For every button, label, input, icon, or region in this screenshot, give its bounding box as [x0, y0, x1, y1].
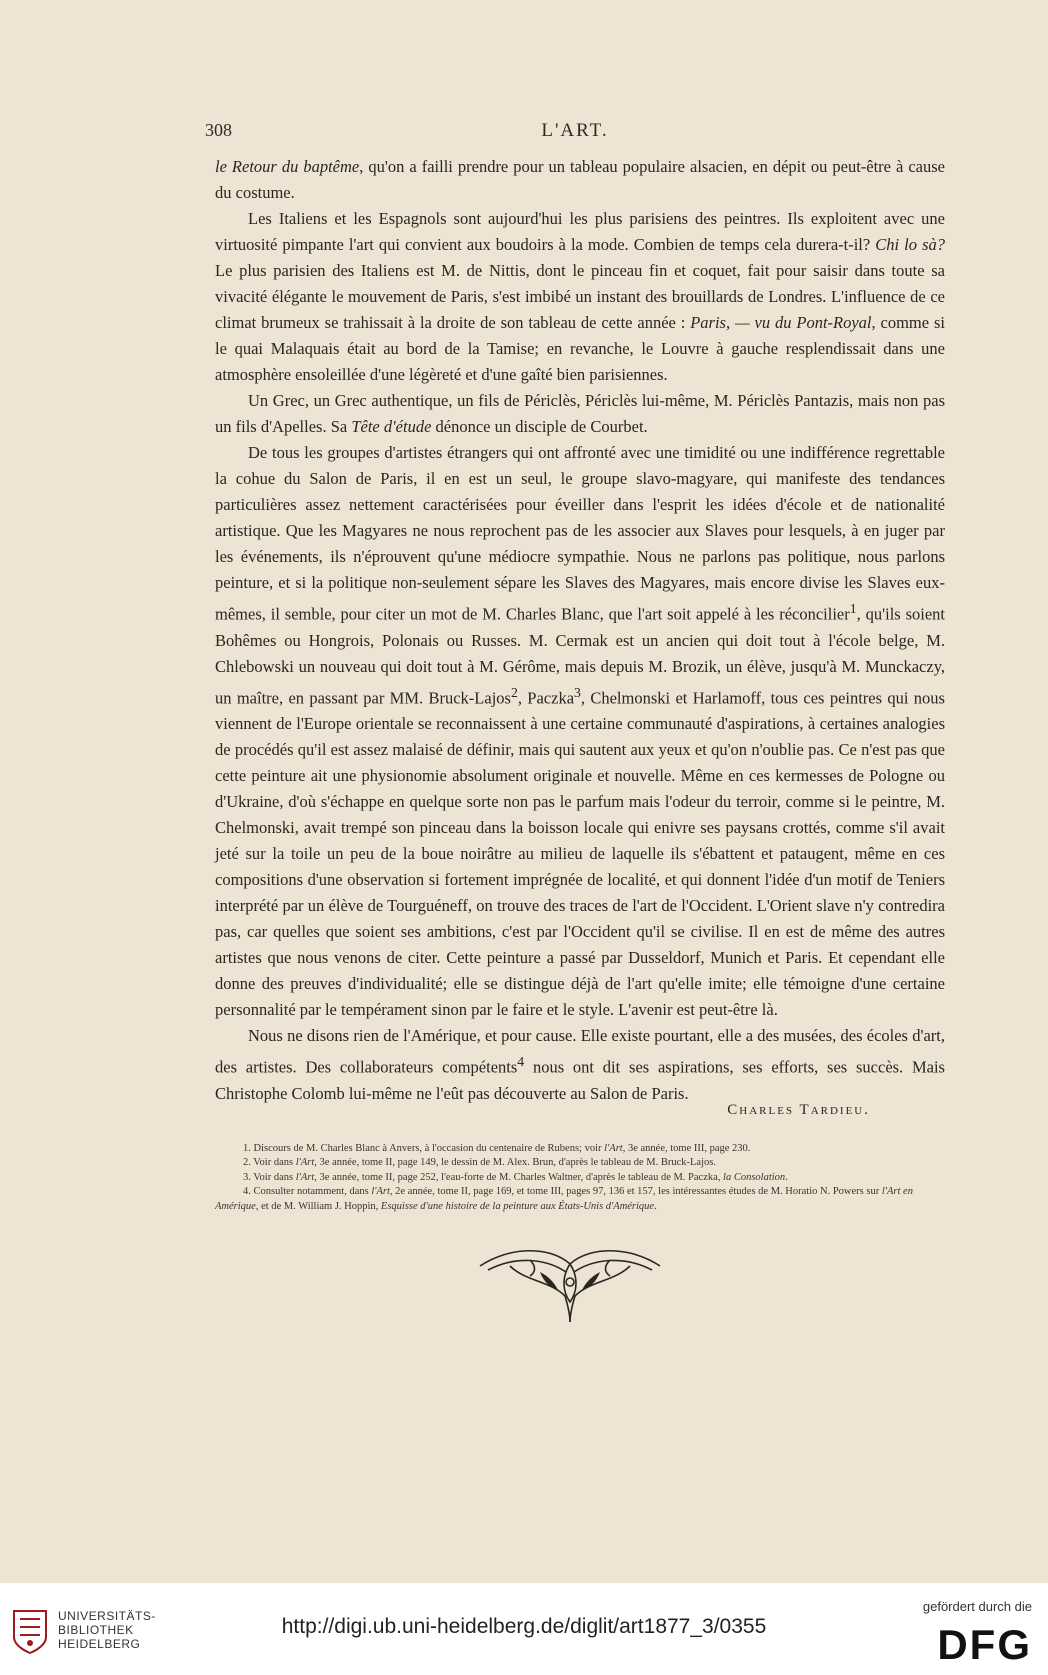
italic-phrase: l'Art — [295, 1157, 315, 1169]
text: , Paczka — [517, 688, 575, 707]
article-body — [215, 154, 945, 1107]
page-header — [205, 120, 945, 142]
paragraph — [215, 206, 945, 388]
paragraph — [215, 1023, 945, 1107]
institution-line: UNIVERSITÄTS- — [58, 1609, 156, 1623]
footnote-ref: 3 — [574, 684, 581, 700]
text: Un Grec, un Grec authentique, un fils de Périclès, Périclès lui-même, M. Périclès Pantazis, mais non pas un fils d'Apelles. Sa — [215, 391, 945, 436]
footnote-ref: 4 — [517, 1054, 525, 1069]
italic-phrase: l'Art — [371, 1186, 390, 1198]
footnote — [215, 1156, 945, 1170]
text: , qu'on a failli prendre pour un tableau populaire alsacien, en dépit ou peut-être à cause du costume. — [215, 157, 945, 202]
text: 3. Voir dans — [243, 1171, 296, 1183]
author-signature: Charles Tardieu. — [727, 1102, 870, 1118]
italic-phrase: l'Art — [604, 1143, 623, 1154]
italic-phrase: l'Art — [295, 1171, 315, 1183]
text: , Chelmonski et Harlamoff, tous ces peintres qui nous viennent de l'Europe orientale se reconnaissent à une certaine communauté d'aspirations, à certaines analogies de procédés qu'il est assez malaisé de définir, mais qui sautent aux yeux et qu'on n'oublie pas. Ce n'est pas que cette peinture ait une physionomie absolument originale et nouvelle. Même en ces kermesses de Pologne ou d'Ukraine, d'où s'échappe en quelque sorte non pas le parfum mais l'odeur du terroir, comme si le peintre, M. Chelmonski, avait trempé son pinceau dans la boisson locale qui enivre ses paysans crottés, comme s'il avait jeté sur la toile un peu de la boue noirâtre au milieu de laquelle ils s'ébattent et pataugent, même en ces compositions d'une observation si fortement imprégnée de localité, et qui donnent l'idée d'un motif de Teniers interprété par un élève de Tourguéneff, on trouve des traces de l'art de l'Occident. L'Orient slave n'y contredira pas, car quelles que soient ses ambitions, c'est par l'Occident qu'il se civilise. Il en est de même des autres artistes que nous venons de citer. Cette peinture a passé par Dusseldorf, Munich et Paris. Et cependant elle donne des preuves d'individualité; elle se distingue déjà de l'art qu'elle imite; elle témoigne d'une certaine personnalité par le tempérament sinon par le faire et le style. L'avenir est peut-être là. — [215, 688, 945, 1019]
text: . — [654, 1200, 657, 1212]
paragraph — [215, 440, 945, 1023]
page-number: 308 — [205, 120, 232, 140]
footnote — [215, 1185, 945, 1214]
italic-phrase: l'Art en Amérique — [215, 1186, 913, 1212]
text: 4. Consulter notamment, dans — [243, 1186, 372, 1198]
text: , et de M. William J. Hoppin, — [255, 1200, 381, 1212]
text: , 2e année, tome II, page 169, et tome III, pages 97, 136 et 157, les intéressantes études de M. Horatio N. Powers sur — [389, 1186, 882, 1198]
paragraph — [215, 154, 945, 206]
text: , qu'ils soient Bohêmes ou Hongrois, Polonais ou Russes. M. Cermak est un ancien qui doit tout à l'école belge, M. Chlebowski un nouveau qui doit tout à M. Gérôme, mais depuis M. Brozik, un élève, jusqu'à M. Munckaczy, un maître, en passant par MM. Bruck-Lajos — [215, 604, 945, 707]
institution-line: HEIDELBERG — [58, 1637, 141, 1651]
decorative-ornament-icon — [470, 1236, 670, 1326]
italic-phrase: Chi lo sà? — [875, 235, 945, 254]
text: De tous les groupes d'artistes étrangers qui ont affronté avec une timidité ou une indifférence regrettable la cohue du Salon de Paris, il en est un seul, le groupe slavo-magyare, qui manifeste des tendances particulières assez nettement caractérisées pour éveiller dans l'esprit les idées d'école et de nationalité artistique. Que les Magyares ne nous reprochent pas de les associer aux Slaves pour lesquels, à en juger par les événements, ils n'éprouvent qu'une médiocre sympathie. Nous ne parlons pas politique, nous parlons peinture, et si la politique non-seulement sépare les Slaves des Magyares, mais encore divise les Slaves eux-mêmes, il semble, pour citer un mot de M. Charles Blanc, que l'art soit appelé à les réconcilier — [215, 443, 945, 624]
text: , 3e année, tome III, page 230. — [622, 1143, 751, 1154]
source-url: http://digi.ub.uni-heidelberg.de/diglit/art1877_3/0355 — [281, 1615, 767, 1638]
institution-line: BIBLIOTHEK — [58, 1623, 134, 1637]
funded-by-label: gefördert durch die — [922, 1599, 1032, 1614]
text: , 3e année, tome II, page 149, le dessin de M. Alex. Brun, d'après le tableau de M. Bruck-Lajos. — [314, 1157, 716, 1169]
footnote — [215, 1171, 945, 1185]
text: dénonce un disciple de Courbet. — [431, 417, 648, 436]
text: nous ont dit ses aspirations, ses efforts, ses succès. Mais Christophe Colomb lui-même ne l'eût pas découverte au Salon de Paris. — [215, 1057, 945, 1103]
artwork-title: le Retour du baptême — [215, 157, 360, 176]
artwork-title: Paris, — vu du Pont-Royal — [690, 313, 872, 332]
running-title: L'ART. — [541, 120, 609, 141]
italic-phrase: Esquisse d'une histoire de la peinture aux États-Unis d'Amérique — [380, 1200, 655, 1212]
footnotes — [215, 1142, 945, 1214]
text: Le plus parisien des Italiens est M. de Nittis, dont le pinceau fin et coquet, fait pour saisir dans toute sa vivacité élégante le mouvement de Paris, s'est imbibé un instant des brouillards de Londres. L'influence de ce climat brumeux se trahissait à la droite de son tableau de cette année : — [215, 261, 945, 332]
text: , 3e année, tome II, page 252, l'eau-forte de M. Charles Waltner, d'après le tableau de M. Paczka, — [314, 1171, 724, 1183]
dfg-logo: DFG — [937, 1621, 1032, 1668]
text: Nous ne disons rien de l'Amérique, et pour cause. Elle existe pourtant, elle a des musées, des écoles d'art, des artistes. Des collaborateurs compétents — [215, 1026, 945, 1077]
text: 1. Discours de M. Charles Blanc à Anvers, à l'occasion du centenaire de Rubens; voir — [243, 1143, 605, 1154]
text: Les Italiens et les Espagnols sont aujourd'hui les plus parisiens des peintres. Ils exploitent avec une virtuosité pimpante l'art qui convient aux boudoirs à la mode. Combien de temps cela durera-t-il? — [215, 209, 945, 254]
text: , comme si le quai Malaquais était au bord de la Tamise; en revanche, le Louvre à gauche resplendissait dans une atmosphère ensoleillée d'une légèreté et d'une gaîté bien parisiennes. — [215, 313, 945, 384]
artwork-title: Tête d'étude — [351, 417, 432, 436]
viewer-footer — [0, 1583, 1048, 1675]
footnote-ref: 1 — [849, 601, 857, 616]
text: 2. Voir dans — [243, 1157, 296, 1169]
italic-phrase: la Consolation — [723, 1171, 786, 1183]
footnote — [215, 1142, 945, 1156]
text: . — [785, 1171, 788, 1183]
footnote-ref: 2 — [510, 684, 518, 700]
paragraph — [215, 388, 945, 440]
